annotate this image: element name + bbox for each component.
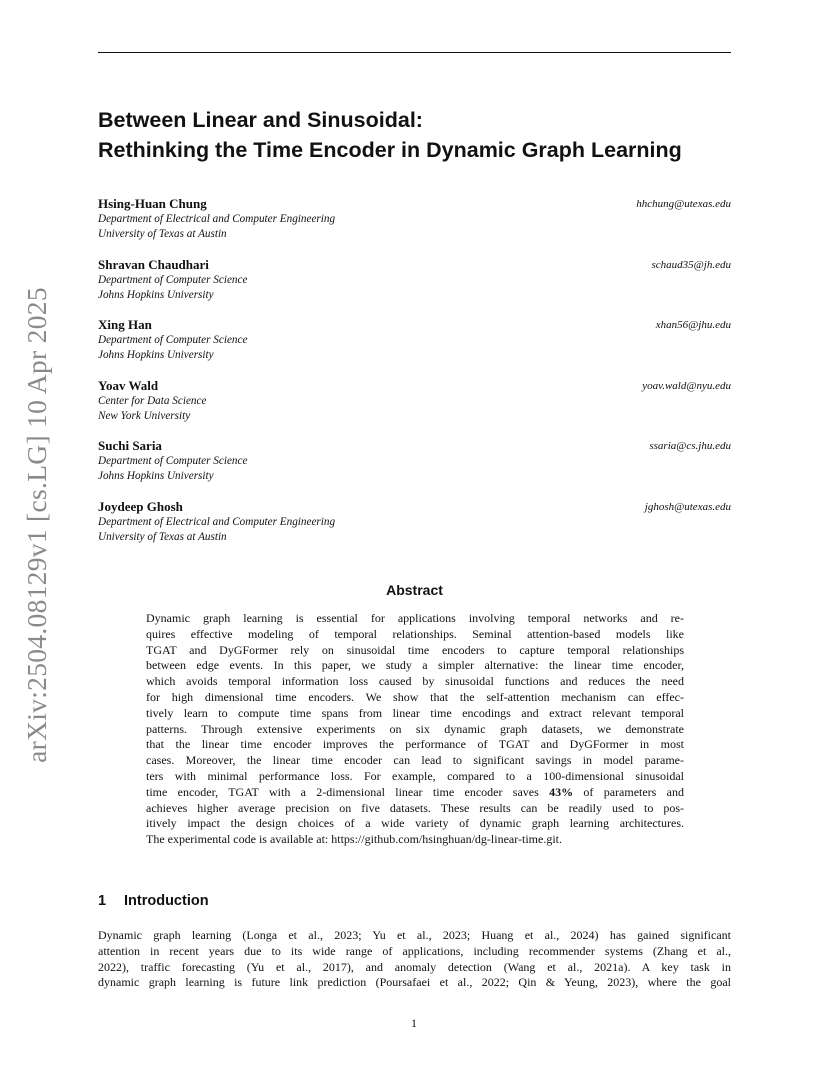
author-institution: University of Texas at Austin <box>98 530 227 543</box>
author-department: Department of Computer Science <box>98 455 248 467</box>
author-name: Xing Han <box>98 317 152 332</box>
intro-line: attention in recent years due to its wide range of applications, including recommender systems (Zhang et al., <box>98 943 731 958</box>
abstract-line: tively learn to compute time spans from linear time encodings and extract relevant temporal <box>146 705 684 720</box>
abstract-line: achieves higher average precision on five datasets. These results can be readily used to pos- <box>146 800 684 815</box>
abstract-line: Dynamic graph learning is essential for applications involving temporal networks and re- <box>146 611 684 625</box>
author-name: Suchi Saria <box>98 438 162 453</box>
abstract-line: ters with minimal performance loss. For example, compared to a 100-dimensional sinusoidal <box>146 768 684 783</box>
author-email[interactable]: yoav.wald@nyu.edu <box>642 379 731 392</box>
author-name: Shravan Chaudhari <box>98 256 209 272</box>
author-list <box>98 196 731 559</box>
parameter-savings-highlight: 43% <box>549 784 574 799</box>
abstract-line: cases. Moreover, the linear time encoder can lead to significant savings in model parame- <box>146 753 684 768</box>
author-block <box>98 317 731 378</box>
intro-line: Dynamic graph learning (Longa et al., 2023; Yu et al., 2023; Huang et al., 2024) has gained significant <box>98 928 731 942</box>
author-department: Department of Computer Science <box>98 334 248 346</box>
abstract-line: which avoids temporal information loss caused by sinusoidal functions and reduces the need <box>146 674 684 689</box>
abstract-line-with-emphasis <box>146 785 684 801</box>
author-email[interactable]: xhan56@jhu.edu <box>655 319 731 331</box>
abstract-line-code-link[interactable]: The experimental code is available at: https://github.com/hsinghuan/dg-linear-time.git. <box>146 832 562 847</box>
header-rule <box>98 52 731 53</box>
author-institution: New York University <box>98 409 191 422</box>
abstract-text <box>146 611 684 848</box>
author-block <box>98 438 731 499</box>
author-institution: Johns Hopkins University <box>98 470 214 482</box>
author-block <box>98 196 731 257</box>
author-email[interactable]: jghosh@utexas.edu <box>644 500 731 513</box>
title-line-2: Rethinking the Time Encoder in Dynamic Graph Learning <box>98 138 682 162</box>
abstract-line: TGAT and DyGFormer rely on sinusoidal time encoders to capture temporal relationships <box>146 642 684 657</box>
author-institution: University of Texas at Austin <box>98 228 227 240</box>
arxiv-identifier[interactable]: arXiv:2504.08129v1 [cs.LG] 10 Apr 2025 <box>21 287 53 763</box>
author-block <box>98 257 731 318</box>
title-line-1: Between Linear and Sinusoidal: <box>98 108 423 132</box>
author-email[interactable]: hhchung@utexas.edu <box>636 198 731 210</box>
abstract-line: patterns. Through extensive experiments on six dynamic graph datasets, we demonstrate <box>146 721 684 736</box>
author-name: Yoav Wald <box>98 377 159 393</box>
author-department: Center for Data Science <box>98 394 207 407</box>
section-title: Introduction <box>124 893 209 909</box>
author-block <box>98 378 731 439</box>
abstract-line: that the linear time encoder improves the performance of TGAT and DyGFormer in most <box>146 737 684 752</box>
author-name: Joydeep Ghosh <box>98 498 183 514</box>
paper-title <box>98 105 738 165</box>
author-institution: Johns Hopkins University <box>98 349 214 361</box>
author-block <box>98 499 731 560</box>
abstract-text-run: of parameters and <box>573 784 684 799</box>
author-email[interactable]: schaud35@jh.edu <box>651 258 731 271</box>
abstract-heading: Abstract <box>386 582 443 598</box>
author-email[interactable]: ssaria@cs.jhu.edu <box>649 440 731 452</box>
section-number: 1 <box>98 893 107 909</box>
abstract-line: itively impact the design choices of a wide variety of dynamic graph learning architectures. <box>146 816 684 831</box>
intro-line: dynamic graph learning is future link prediction (Poursafaei et al., 2022; Qin & Yeung, 2023), where the goal <box>98 975 731 990</box>
arxiv-sidebar-stamp <box>21 287 53 763</box>
author-department: Department of Computer Science <box>98 273 248 286</box>
introduction-text <box>98 928 731 991</box>
author-department: Department of Electrical and Computer Engineering <box>98 515 336 528</box>
section-heading <box>98 892 209 910</box>
abstract-line: for high dimensional time encoders. We show that the self-attention mechanism can effec- <box>146 689 684 704</box>
page-number: 1 <box>411 1016 417 1030</box>
abstract-line: quires effective modeling of temporal relationships. Seminal attention-based models like <box>146 626 684 641</box>
author-institution: Johns Hopkins University <box>98 288 214 301</box>
abstract-line: between edge events. In this paper, we study a simpler alternative: the linear time encoder, <box>146 658 684 673</box>
intro-line: 2022), traffic forecasting (Yu et al., 2017), and anomaly detection (Wang et al., 2021a). A key task in <box>98 959 731 974</box>
abstract-text-run: time encoder, TGAT with a 2-dimensional linear time encoder saves <box>146 784 550 799</box>
author-department: Department of Electrical and Computer Engineering <box>98 213 336 225</box>
author-name: Hsing-Huan Chung <box>98 196 207 211</box>
